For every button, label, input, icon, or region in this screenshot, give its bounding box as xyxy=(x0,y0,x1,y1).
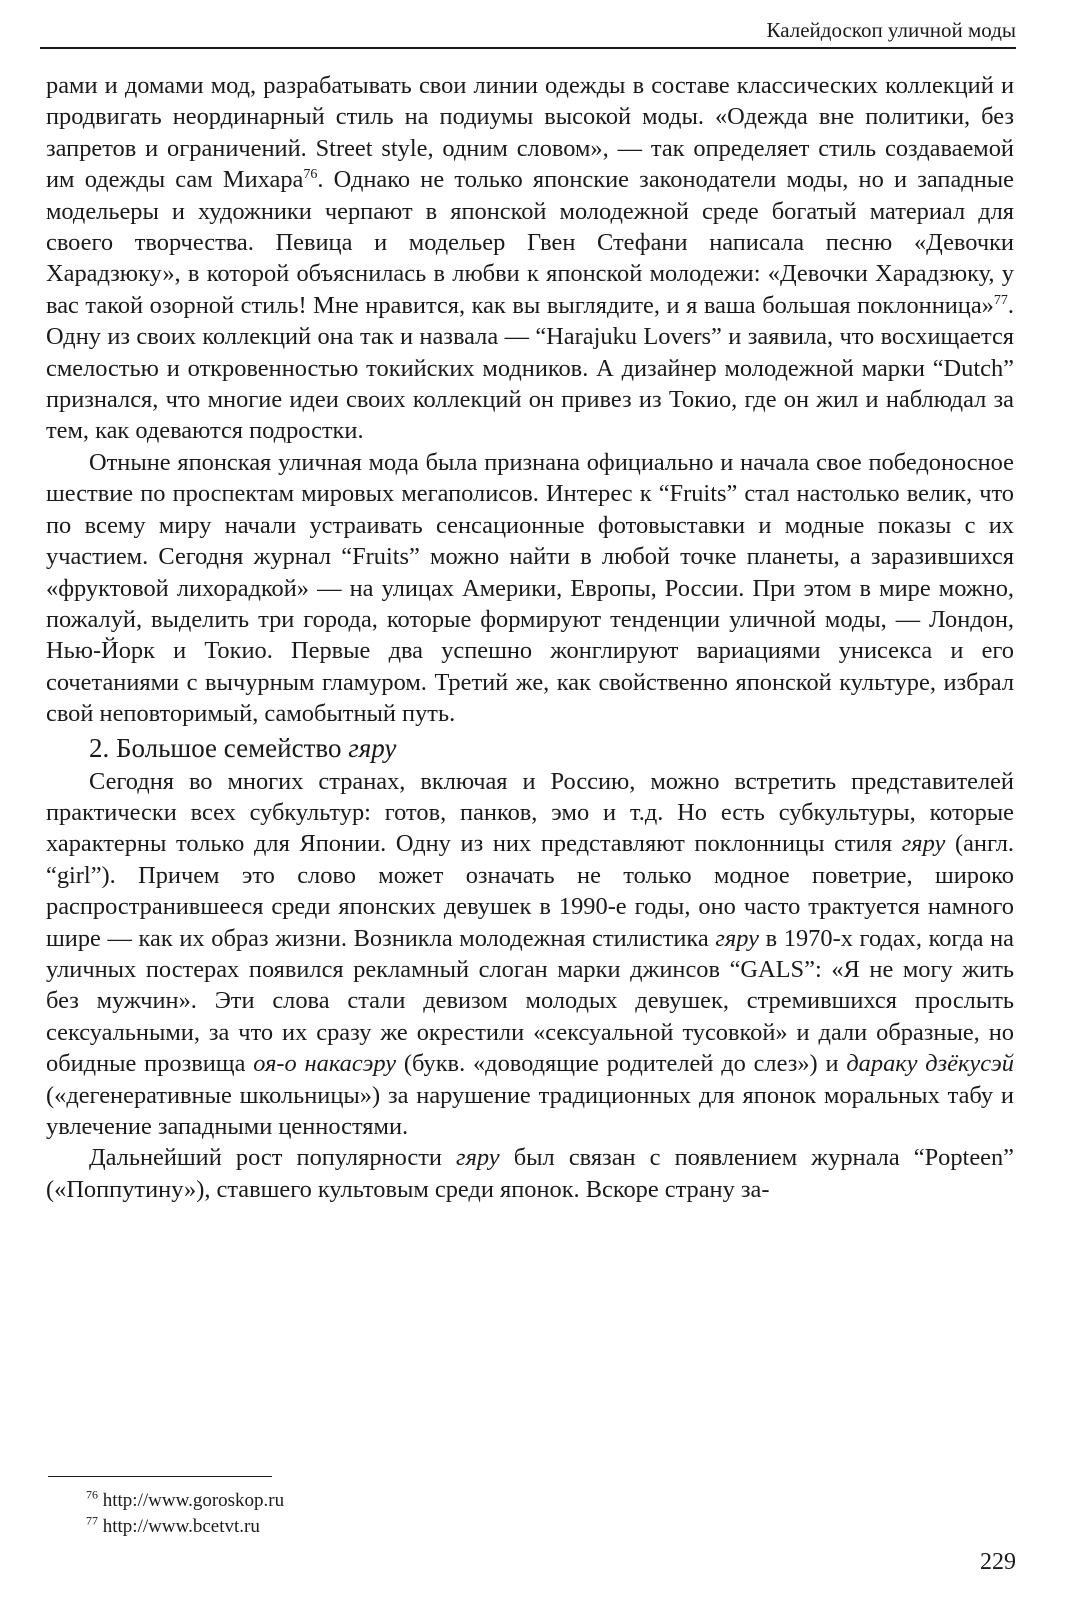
footnote-number: 77 xyxy=(86,1513,98,1528)
paragraph: Отныне японская уличная мода была признана официально и начала свое победоносное шествие по проспектам мировых мегаполисов. Интерес к “Fruits” стал настолько велик, что по всему миру начали устраивать сенсационные фотовыставки и модные показы с их участием. Сегодня журнал “Fruits” можно найти в любой точке планеты, а заразившихся «фруктовой лихорадкой» — на улицах Америки, Европы, России. При этом в мире можно, пожалуй, выделить три города, которые формируют тенденции уличной моды, — Лондон, Нью-Йорк и Токио. Первые два успешно жонглируют вариациями унисекса и его сочетаниями с вычурным гламуром. Третий же, как свойственно японской культуре, избрал свой неповторимый, самобытный путь. xyxy=(46,448,1014,728)
page-number: 229 xyxy=(980,1549,1016,1575)
footnote-76 xyxy=(86,1488,284,1514)
text-run: рами и домами мод, разрабатывать свои линии одежды в составе классических коллекций и продвигать неординарный стиль на подиумы высокой моды. «Одежда вне политики, без запретов и ограничений. Street style, одним словом», — так определяет стиль создаваемой им одежды сам Михара xyxy=(46,72,1014,194)
text-run: . Однако не только японские законодатели моды, но и западные модельеры и художники черпают в японской молодежной среде богатый материал для своего творчества. Певица и модельер Гвен Стефани написала песню «Девочки Харадзюку», в которой объяснилась в любви к японской молодежи: «Девочки Харадзюку, у вас такой озорной стиль! Мне нравится, как вы выглядите, и я ваша большая поклонница» xyxy=(46,166,1014,319)
paragraph xyxy=(46,766,1014,1143)
header-rule xyxy=(40,47,1016,49)
footnote-ref[interactable]: 77 xyxy=(993,292,1008,308)
italic-term: гяру xyxy=(901,830,946,858)
text-run: Дальнейший рост популярности xyxy=(89,1144,457,1172)
paragraph-continued xyxy=(46,70,1014,447)
text-run: в 1970-х годах, когда на уличных постерах появился рекламный слоган марки джинсов “GALS”: «Я не могу жить без мужчин». Эти слова стали девизом молодых девушек, стремившихся прослыть сексуальными, за что их сразу же окрестили «сексуальной тусовкой» и дали образные, но обидные прозвища xyxy=(46,924,1014,1078)
text-run: был связан с появлением журнала “Popteen” («Поппутину»), ставшего культовым среди японок. Вскоре страну за- xyxy=(46,1144,1014,1203)
footnote-link[interactable]: http://www.bcetvt.ru xyxy=(102,1516,260,1537)
footnote-ref[interactable]: 76 xyxy=(303,167,318,183)
footnotes xyxy=(86,1488,284,1540)
section-title: Большое семейство xyxy=(116,732,342,763)
footnote-number: 76 xyxy=(86,1487,98,1502)
text-run: (букв. «доводящие родителей до слез») и xyxy=(396,1050,847,1078)
italic-term: гяру xyxy=(456,1144,500,1172)
footnote-link[interactable]: http://www.goroskop.ru xyxy=(102,1490,285,1511)
italic-term: гяру xyxy=(715,924,759,952)
text-run: (англ. “girl”). Причем это слово может означать не только модное поветрие, широко распространившееся среди японских девушек в 1990-е годы, оно часто трактуется намного шире — как их образ жизни. Возникла молодежная стилистика xyxy=(46,830,1014,952)
section-number: 2. xyxy=(89,732,110,763)
text-run: . Одну из своих коллекций она так и назвала — “Harajuku Lovers” и заявила, что восхищается смелостью и откровенностью токийских модников. А дизайнер молодежной марки “Dutch” признался, что многие идеи своих коллекций он привез из Токио, где он жил и наблюдал за тем, как одеваются подростки. xyxy=(46,291,1014,445)
running-head: Калейдоскоп уличной моды xyxy=(766,18,1016,42)
text-run: («дегенеративные школьницы») за нарушение традиционных для японок моральных табу и увлечение западными ценностями. xyxy=(46,1081,1014,1140)
text-run: Сегодня во многих странах, включая и Россию, можно встретить представителей практически всех субкультур: готов, панков, эмо и т.д. Но есть субкультуры, которые характерны только для Японии. Одну из них представляют поклонницы стиля xyxy=(46,767,1014,858)
italic-term: оя-о накасэру xyxy=(253,1050,397,1078)
footnote-77 xyxy=(86,1514,284,1540)
section-heading xyxy=(46,730,1014,766)
section-title-italic: гяру xyxy=(348,732,397,763)
paragraph xyxy=(46,1142,1014,1205)
main-text xyxy=(46,70,1014,1205)
italic-term: дараку дзёкусэй xyxy=(846,1050,1014,1078)
footnote-rule xyxy=(48,1476,272,1477)
